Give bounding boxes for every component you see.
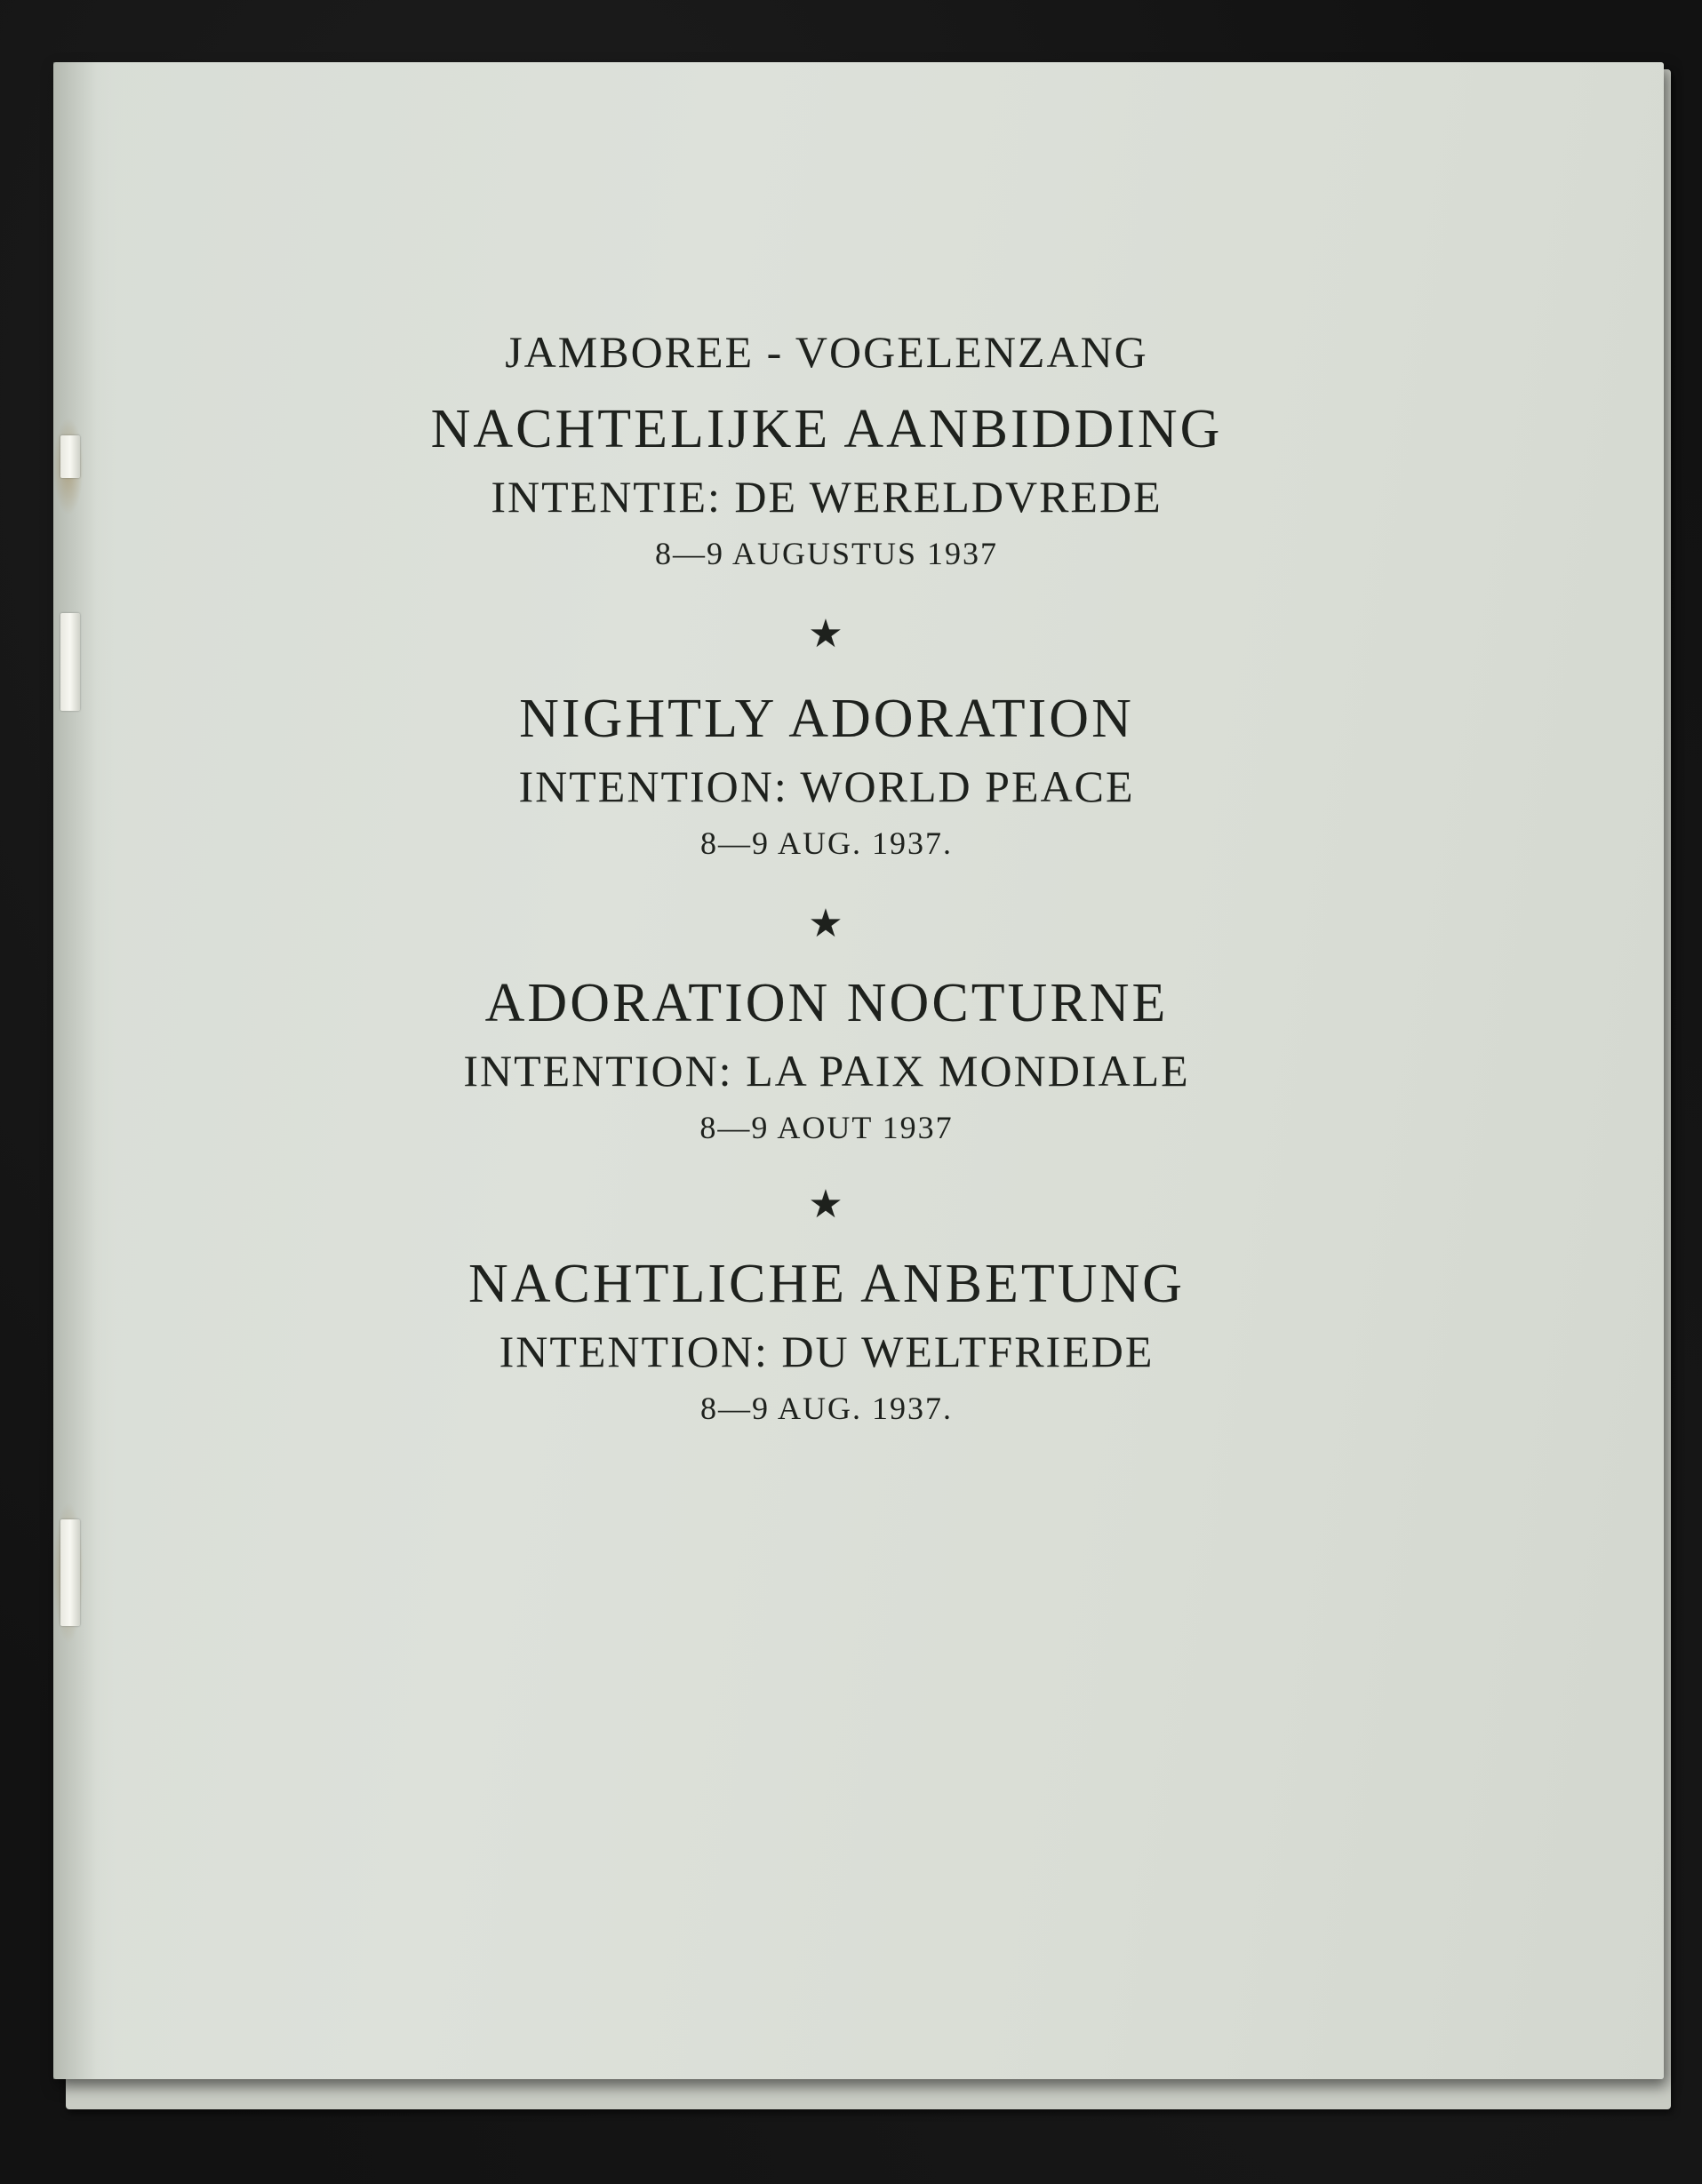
section-title-german: NACHTLICHE ANBETUNG [467, 1254, 1186, 1314]
section-title-dutch: NACHTELIJKE AANBIDDING [430, 399, 1223, 459]
event-header: JAMBOREE - VOGELENZANG [505, 327, 1148, 377]
section-intention-dutch: INTENTIE: DE WERELDVREDE [491, 472, 1163, 522]
staple [60, 1519, 80, 1626]
section-intention-german: INTENTION: DU WELTFRIEDE [499, 1327, 1155, 1376]
section-date-english: 8—9 AUG. 1937. [699, 825, 953, 861]
spine-shadow [53, 62, 116, 2079]
section-date-dutch: 8—9 AUGUSTUS 1937 [654, 536, 999, 571]
star-separator-icon: ★ [808, 902, 845, 945]
cover-text [338, 231, 1315, 1429]
section-date-french: 8—9 AOUT 1937 [699, 1110, 954, 1145]
section-date-german: 8—9 AUG. 1937. [699, 1391, 953, 1426]
section-intention-english: INTENTION: WORLD PEACE [518, 761, 1135, 811]
section-title-french: ADORATION NOCTURNE [484, 973, 1169, 1033]
section-intention-french: INTENTION: LA PAIX MONDIALE [463, 1046, 1190, 1096]
star-separator-icon: ★ [808, 612, 845, 656]
staple [60, 613, 80, 711]
staple [60, 435, 80, 478]
section-title-english: NIGHTLY ADORATION [519, 689, 1134, 749]
star-separator-icon: ★ [808, 1183, 845, 1226]
